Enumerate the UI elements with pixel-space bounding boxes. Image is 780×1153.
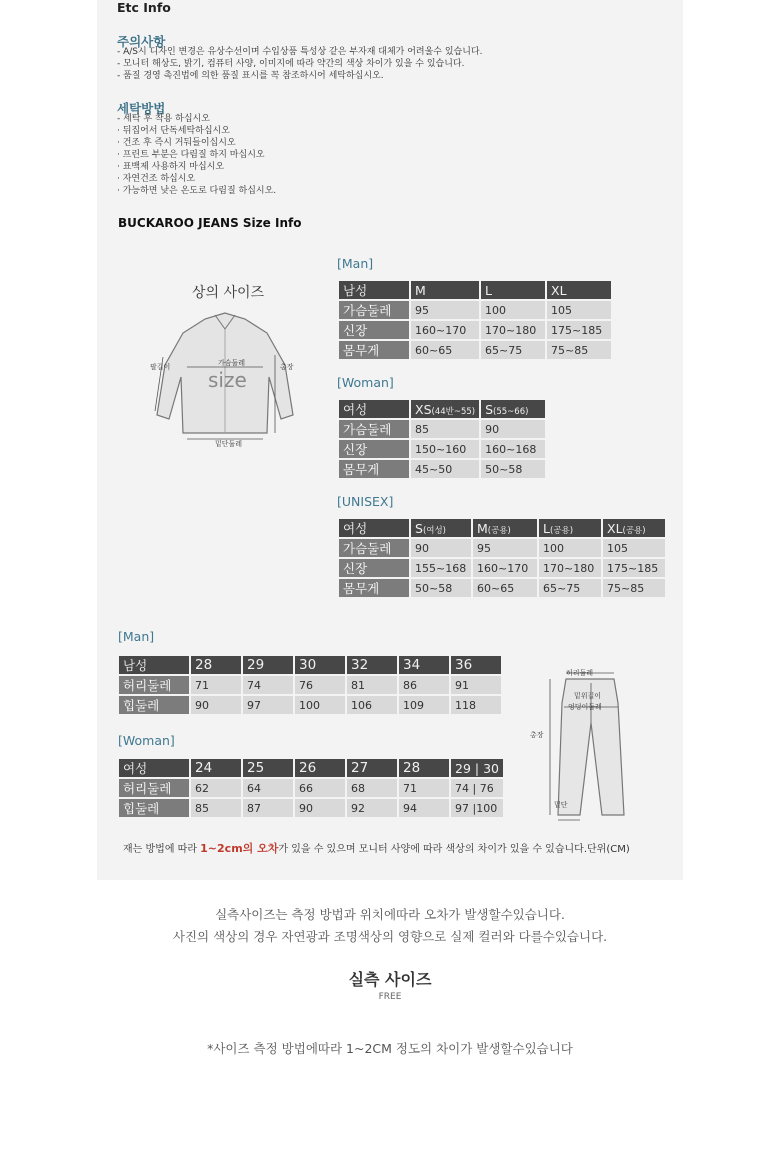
length-label: 총장 [280,363,294,371]
table-cell: 65~75 [481,341,545,359]
table-row [119,779,503,797]
top-man-category: [Man] [337,256,374,271]
table-header-cell: 34 [399,656,449,674]
top-woman-table [337,398,547,480]
table-cell: 90 [191,696,241,714]
table-label-cell: 가슴둘레 [339,420,409,438]
table-cell: 81 [347,676,397,694]
caution-list [117,46,482,82]
table-cell: 160~168 [481,440,545,458]
washing-list [117,113,276,197]
table-cell: 97 |100 [451,799,503,817]
size-sub: (여성) [422,525,446,536]
rise-label: 밑위길이 [574,692,602,700]
washing-title: 세탁방법 [117,101,166,116]
table-cell: 50~58 [481,460,545,478]
table-row [339,559,665,577]
real-size-title: 실측 사이즈 [348,970,432,989]
caution-line: - 품질 경영 촉진법에 의한 품질 표시를 꼭 참조하시어 세탁하십시오. [117,71,384,81]
table-header-cell: 남성 [119,656,189,674]
table-cell: 75~85 [547,341,611,359]
top-size-title: 상의 사이즈 [192,285,265,301]
top-unisex-table [337,517,667,599]
table-header-cell [411,519,471,537]
caution-line: - A/S시 디자인 변경은 유상수선이며 수입상품 특성상 같은 부자재 대체가 어려울수 있습니다. [117,47,483,57]
table-cell: 170~180 [539,559,601,577]
washing-line: · 프린트 부분은 다림질 하지 마십시오 [117,150,265,160]
caution-line: - 모니터 해상도, 밝기, 컴퓨터 사양, 이미지에 따라 약간의 색상 차이가 있을 수 있습니다. [117,59,465,69]
table-cell: 109 [399,696,449,714]
bottom-man-category: [Man] [118,629,155,644]
table-cell: 68 [347,779,397,797]
table-cell: 90 [411,539,471,557]
table-cell: 105 [547,301,611,319]
table-header-cell: 28 [191,656,241,674]
table-header-cell: 36 [451,656,501,674]
size-info-title: BUCKAROO JEANS Size Info [118,216,302,230]
note-after: 가 있을 수 있으며 모니터 사양에 따라 색상의 차이가 있을 수 있습니다.단위(CM) [278,844,630,855]
table-cell: 95 [411,301,479,319]
chest-label: 가슴둘레 [218,359,246,367]
table-cell: 100 [539,539,601,557]
table-cell: 50~58 [411,579,471,597]
table-header-cell: 28 [399,759,449,777]
bottom-woman-category: [Woman] [118,733,175,748]
hip-label: 엉덩이둘레 [568,703,602,711]
table-header-cell: XL [547,281,611,299]
table-header-cell: M [411,281,479,299]
washing-line: · 표백제 사용하지 마십시오 [117,162,225,172]
table-cell: 160~170 [473,559,537,577]
table-header-cell: 여성 [339,400,409,418]
table-cell: 87 [243,799,293,817]
table-cell: 75~85 [603,579,665,597]
table-cell: 118 [451,696,501,714]
table-header-cell: 25 [243,759,293,777]
table-row [339,579,665,597]
table-label-cell: 신장 [339,559,409,577]
table-header-cell [603,519,665,537]
footer-line-2: 사진의 색상의 경우 자연광과 조명색상의 영향으로 실제 컬러와 다를수있습니다. [172,929,608,944]
table-cell: 66 [295,779,345,797]
table-header-cell: 26 [295,759,345,777]
measurement-note [123,840,630,856]
table-header-cell: 29 | 30 [451,759,503,777]
washing-line: · 자연건조 하십시오 [117,174,196,184]
size-sub: (55~66) [493,406,529,417]
table-cell: 106 [347,696,397,714]
table-label-cell: 신장 [339,440,409,458]
footer-line-3: *사이즈 측정 방법에따라 1~2CM 정도의 차이가 발생할수있습니다 [207,1041,573,1056]
table-cell: 90 [295,799,345,817]
table-label-cell: 가슴둘레 [339,301,409,319]
table-cell: 71 [399,779,449,797]
pants-hem-label: 밑단 [554,801,568,809]
table-header-cell: 32 [347,656,397,674]
size-word: size [208,368,247,392]
table-cell: 91 [451,676,501,694]
table-cell: 160~170 [411,321,479,339]
table-cell: 60~65 [473,579,537,597]
bottom-man-table [117,654,503,716]
table-cell: 86 [399,676,449,694]
table-cell: 94 [399,799,449,817]
table-cell: 65~75 [539,579,601,597]
size-sub: (공용) [487,525,511,536]
table-cell: 85 [191,799,241,817]
table-row [119,656,501,674]
table-cell: 150~160 [411,440,479,458]
washing-line: - 세탁 후 착용 하십시오 [117,114,210,124]
table-label-cell: 가슴둘레 [339,539,409,557]
size-label: S [415,520,423,536]
table-cell: 64 [243,779,293,797]
table-cell: 155~168 [411,559,471,577]
table-header-cell [539,519,601,537]
table-cell: 71 [191,676,241,694]
table-cell: 175~185 [547,321,611,339]
table-cell: 60~65 [411,341,479,359]
table-row [119,676,501,694]
table-cell: 45~50 [411,460,479,478]
table-header-cell: 24 [191,759,241,777]
table-cell: 100 [295,696,345,714]
table-header-cell: L [481,281,545,299]
table-cell: 74 | 76 [451,779,503,797]
waist-label: 허리둘레 [566,669,594,677]
size-label: M [477,520,488,536]
size-label: S [485,401,494,417]
top-man-table [337,279,613,361]
table-header-cell [473,519,537,537]
table-label-cell: 힙둘레 [119,696,189,714]
table-cell: 175~185 [603,559,665,577]
table-header-cell: 29 [243,656,293,674]
table-cell: 90 [481,420,545,438]
table-header-cell [411,400,479,418]
table-row [339,420,545,438]
table-row [339,460,545,478]
table-label-cell: 몸무게 [339,460,409,478]
size-sub: (공용) [549,525,574,536]
table-row [339,440,545,458]
table-row [339,519,665,537]
table-row [339,341,611,359]
table-row [339,281,611,299]
table-label-cell: 몸무게 [339,579,409,597]
table-cell: 170~180 [481,321,545,339]
table-row [339,400,545,418]
table-label-cell: 신장 [339,321,409,339]
washing-line: · 가능하면 낮은 온도로 다림질 하십시오. [117,186,277,196]
table-row [119,799,503,817]
size-sub: (공용) [622,525,646,536]
top-woman-category: [Woman] [337,375,394,390]
size-label: L [543,520,550,536]
table-header-cell: 남성 [339,281,409,299]
table-label-cell: 허리둘레 [119,676,189,694]
size-sub: (44반~55) [431,406,476,417]
table-cell: 97 [243,696,293,714]
table-cell: 92 [347,799,397,817]
table-cell: 62 [191,779,241,797]
washing-line: · 건조 후 즉시 거둬들이십시오 [117,138,236,148]
table-cell: 105 [603,539,665,557]
table-cell: 76 [295,676,345,694]
table-header-cell: 27 [347,759,397,777]
top-unisex-category: [UNISEX] [337,494,394,509]
table-row [119,759,503,777]
washing-line: · 뒤집어서 단독세탁하십시오 [117,126,230,136]
table-row [339,301,611,319]
note-highlight: 1~2cm의 오차 [200,842,279,855]
hem-label: 밑단둘레 [215,440,243,448]
caution-title: 주의사항 [117,34,166,49]
footer-line-1: 실측사이즈는 측정 방법과 위치에따라 오차가 발생할수있습니다. [215,907,565,922]
table-cell: 74 [243,676,293,694]
table-cell: 95 [473,539,537,557]
table-label-cell: 허리둘레 [119,779,189,797]
pants-length-label: 총장 [530,731,544,739]
table-cell: 85 [411,420,479,438]
bottom-woman-table [117,757,505,819]
size-label: XL [607,520,623,536]
sleeve-label: 팔길이 [150,363,171,371]
table-header-cell: 30 [295,656,345,674]
table-row [339,539,665,557]
table-header-cell: 여성 [339,519,409,537]
table-label-cell: 힙둘레 [119,799,189,817]
free-label: FREE [378,992,402,1002]
table-cell: 100 [481,301,545,319]
note-before: 재는 방법에 따라 [123,844,201,855]
table-label-cell: 몸무게 [339,341,409,359]
table-row [119,696,501,714]
etc-info-title: Etc Info [117,0,171,15]
table-row [339,321,611,339]
table-header-cell [481,400,545,418]
size-label: XS [415,401,432,417]
table-header-cell: 여성 [119,759,189,777]
